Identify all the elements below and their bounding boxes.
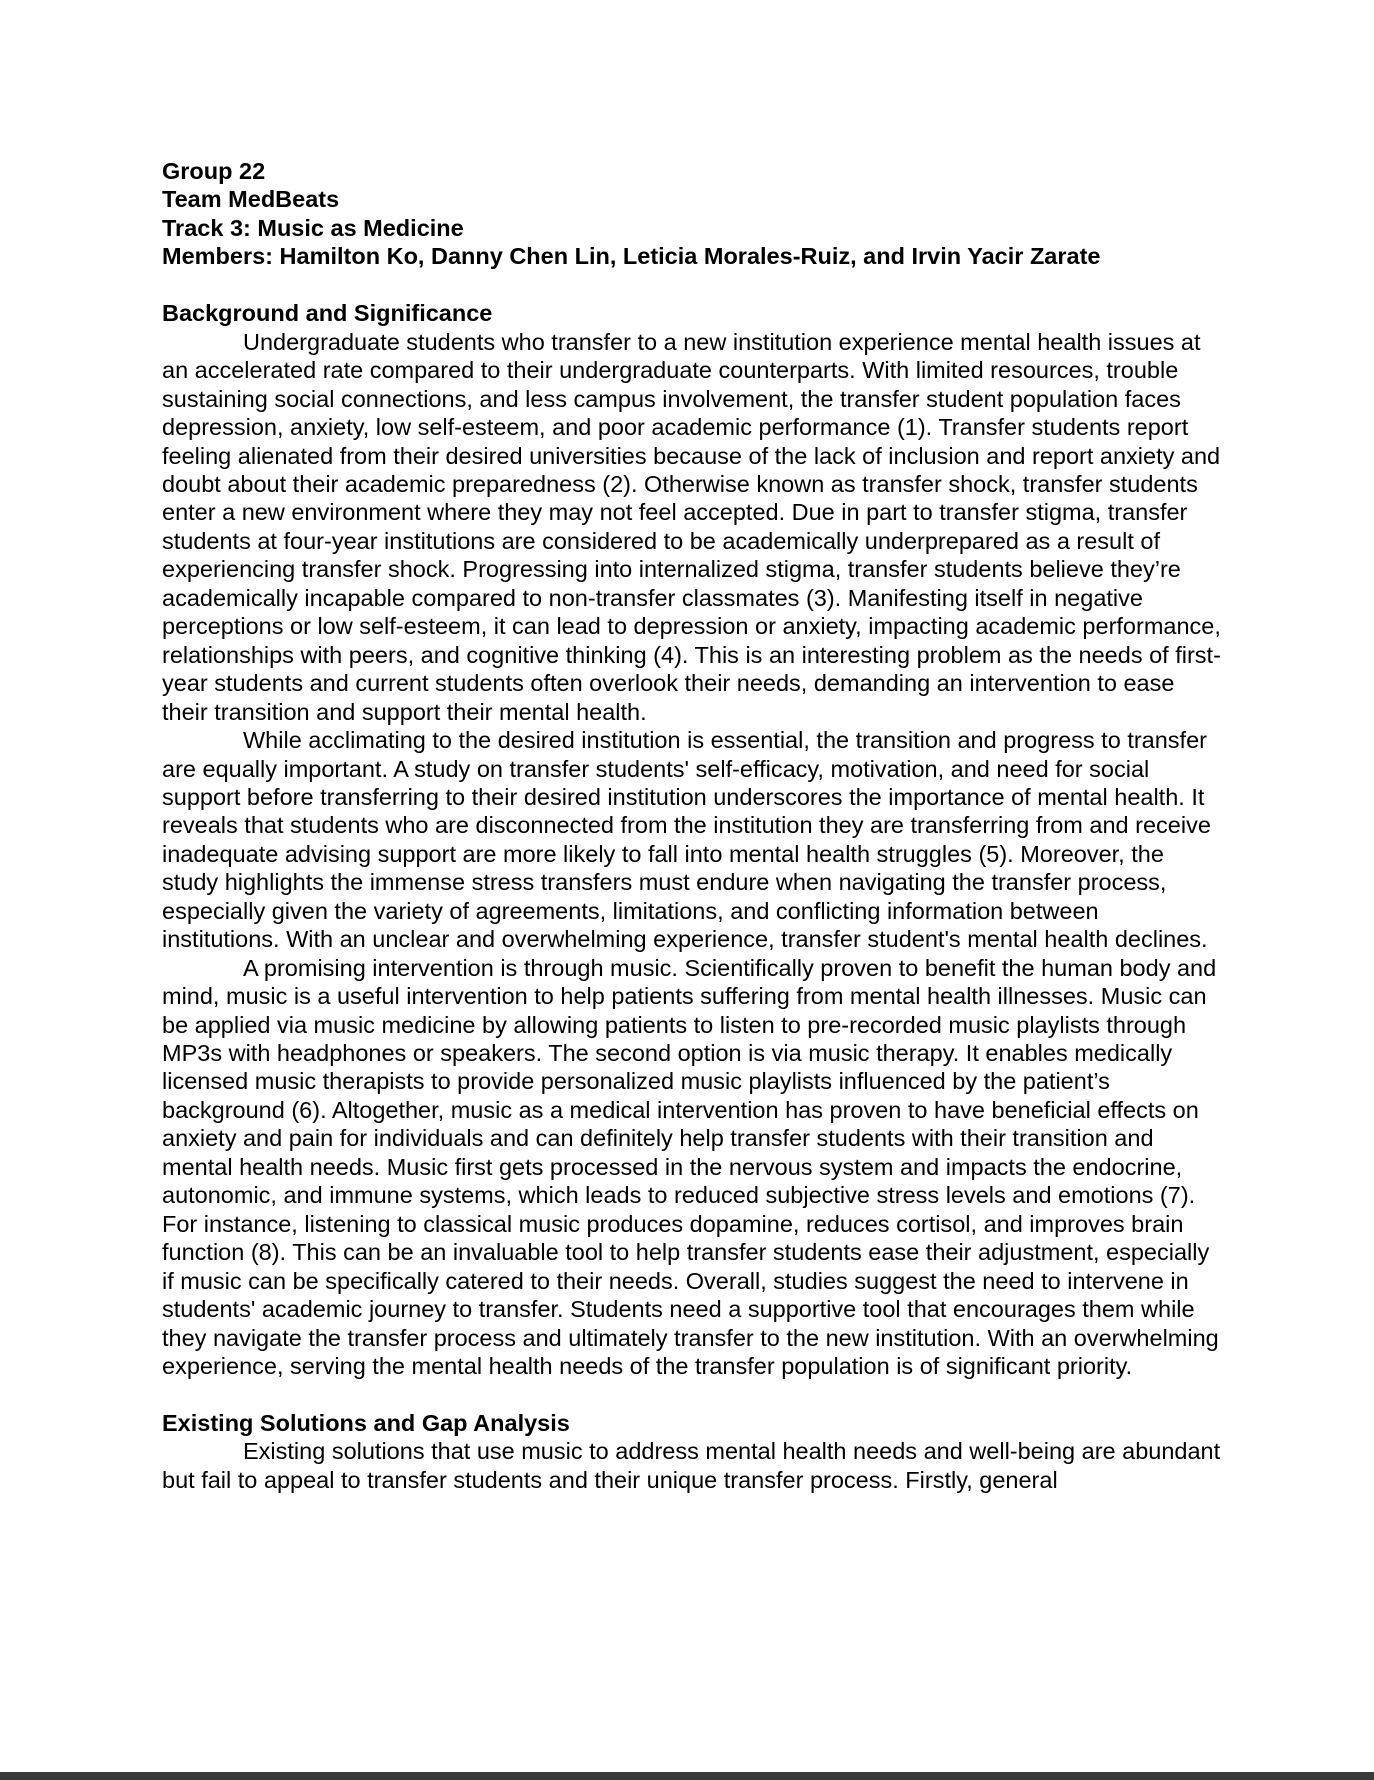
team-line: Team MedBeats <box>162 186 340 213</box>
track-line: Track 3: Music as Medicine <box>162 214 464 241</box>
section-heading-background: Background and Significance <box>162 300 493 327</box>
document-body <box>162 157 1222 1494</box>
paragraph: While acclimating to the desired institution is essential, the transition and progress to transfer are equally important. A study on transfer students' self-efficacy, motivation, and need for social support before transferring to their desired institution underscores the importance of mental health. It reveals that students who are disconnected from the institution they are transferring from and receive inadequate advising support are more likely to fall into mental health struggles (5). Moreover, the study highlights the immense stress transfers must endure when navigating the transfer process, especially given the variety of agreements, limitations, and conflicting information between institutions. With an unclear and overwhelming experience, transfer student's mental health declines. <box>162 727 1211 953</box>
paragraph: Existing solutions that use music to address mental health needs and well-being are abundant but fail to appeal to transfer students and their unique transfer process. Firstly, general <box>162 1438 1221 1493</box>
group-line: Group 22 <box>162 158 266 184</box>
paragraph: Undergraduate students who transfer to a new institution experience mental health issues at an accelerated rate compared to their undergraduate counterparts. With limited resources, trouble sustaining social connections, and less campus involvement, the transfer student population faces depression, anxiety, low self-esteem, and poor academic performance (1). Transfer students report feeling alienated from their desired universities because of the lack of inclusion and report anxiety and doubt about their academic preparedness (2). Otherwise known as transfer shock, transfer students enter a new environment where they may not feel accepted. Due in part to transfer stigma, transfer students at four-year institutions are considered to be academically underprepared as a result of experiencing transfer shock. Progressing into internalized stigma, transfer students believe they’re academically incapable compared to non-transfer classmates (3). Manifesting itself in negative perceptions or low self-esteem, it can lead to depression or anxiety, impacting academic performance, relationships with peers, and cognitive thinking (4). This is an interesting problem as the needs of first-year students and current students often overlook their needs, demanding an intervention to ease their transition and support their mental health. <box>162 328 1221 725</box>
paragraph: A promising intervention is through music. Scientifically proven to benefit the human body and mind, music is a useful intervention to help patients suffering from mental health illnesses. Music can be applied via music medicine by allowing patients to listen to pre-recorded music playlists through MP3s with headphones or speakers. The second option is via music therapy. It enables medically licensed music therapists to provide personalized music playlists influenced by the patient’s background (6). Altogether, music as a medical intervention has proven to have beneficial effects on anxiety and pain for individuals and can definitely help transfer students with their transition and mental health needs. Music first gets processed in the nervous system and impacts the endocrine, autonomic, and immune systems, which leads to reduced subjective stress levels and emotions (7). For instance, listening to classical music produces dopamine, reduces cortisol, and improves brain function (8). This can be an invaluable tool to help transfer students ease their adjustment, especially if music can be specifically catered to their needs. Overall, studies suggest the need to intervene in students' academic journey to transfer. Students need a supportive tool that encourages them while they navigate the transfer process and ultimately transfer to the new institution. With an overwhelming experience, serving the mental health needs of the transfer population is of significant priority. <box>162 954 1219 1380</box>
section-heading-existing-solutions: Existing Solutions and Gap Analysis <box>162 1409 570 1436</box>
spacer <box>162 1380 1222 1408</box>
members-line: Members: Hamilton Ko, Danny Chen Lin, Leticia Morales-Ruiz, and Irvin Yacir Zarate <box>162 243 1101 270</box>
spacer <box>162 271 1222 299</box>
page-bottom-bar <box>0 1772 1374 1780</box>
